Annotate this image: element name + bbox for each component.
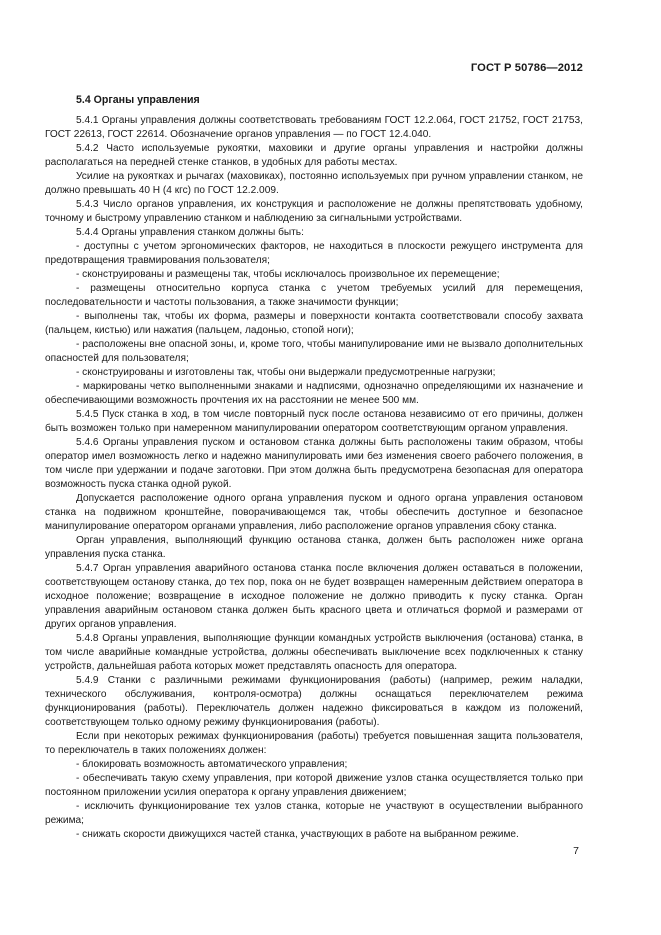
list-item: - обеспечивать такую схему управления, при которой движение узлов станка осуществляется только при постоянном приложении усилия оператора к органу управления движением;	[45, 773, 583, 798]
paragraph: Усилие на рукоятках и рычагах (маховиках), постоянно используемых при ручном управлении станком, не должно превышать 40 Н (4 кгс) по ГОСТ 12.2.009.	[45, 171, 583, 196]
list-item: - маркированы четко выполненными знаками и надписями, однозначно определяющими их назначение и обеспечивающими возможность прочтения их на расстоянии не менее 500 мм.	[45, 381, 583, 406]
paragraph: 5.4.4 Органы управления станком должны быть:	[76, 227, 304, 238]
paragraph: 5.4.5 Пуск станка в ход, в том числе повторный пуск после останова независимо от его причины, должен быть возможен только при намеренном манипулировании оператором соответствующим органом управления.	[45, 409, 583, 434]
list-item: - выполнены так, чтобы их форма, размеры и поверхности контакта соответствовали способу захвата (пальцем, кистью) или нажатия (пальцем, ладонью, стопой ноги);	[45, 311, 583, 336]
paragraph: 5.4.9 Станки с различными режимами функционирования (работы) (например, режим наладки, технического обслуживания, контроля-осмотра) должны оснащаться переключателем режима функционирования (работы). Переключатель должен надежно фиксироваться в каждом из положений, соответствующем только одному режиму функционирования (работы).	[45, 675, 583, 728]
list-item: - снижать скорости движущихся частей станка, участвующих в работе на выбранном режиме.	[76, 829, 519, 840]
list-item: - размещены относительно корпуса станка с учетом требуемых усилий для перемещения, последовательности и частоты пользования, а также значимости функции;	[45, 283, 583, 308]
paragraph: Орган управления, выполняющий функцию останова станка, должен быть расположен ниже органа управления пуска станка.	[45, 535, 583, 560]
section-body	[45, 93, 583, 842]
list-item: - сконструированы и изготовлены так, чтобы они выдержали предусмотренные нагрузки;	[76, 367, 496, 378]
paragraph: Допускается расположение одного органа управления пуском и одного органа управления остановом станка на подвижном кронштейне, поворачивающемся так, чтобы обеспечить доступное и безопасное манипулирование оператором органами управления, либо расположение органов управления сбоку станка.	[45, 493, 583, 532]
list-item: - сконструированы и размещены так, чтобы исключалось произвольное их перемещение;	[76, 269, 500, 280]
paragraph: 5.4.6 Органы управления пуском и остановом станка должны быть расположены таким образом, чтобы оператор имел возможность легко и надежно манипулировать ими без изменения своего рабочего положения, в том числе при удержании и подаче заготовки. При этом должна быть предусмотрена безопасная для оператора возможность пуска станка одной рукой.	[45, 437, 583, 490]
section-title: 5.4 Органы управления	[76, 94, 200, 106]
list-item: - доступны с учетом эргономических факторов, не находиться в плоскости режущего инструмента для предотвращения травмирования пользователя;	[45, 241, 583, 266]
page-number: 7	[573, 845, 579, 857]
paragraph: 5.4.2 Часто используемые рукоятки, маховики и другие органы управления и настройки должны располагаться на передней стенке станков, в удобных для работы местах.	[45, 143, 583, 168]
paragraph: Если при некоторых режимах функционирования (работы) требуется повышенная защита пользователя, то переключатель в таких положениях должен:	[45, 731, 583, 756]
paragraph: 5.4.7 Орган управления аварийного останова станка после включения должен оставаться в положении, соответствующем останову станка, до тех пор, пока он не будет возвращен намеренным действием оператора в исходное положение; возвращение в исходное положение не должно приводить к пуску станка. Орган управления аварийным остановом станка должен быть красного цвета и отличаться формой и размерами от других органов управления.	[45, 563, 583, 630]
document-id-header: ГОСТ Р 50786—2012	[470, 62, 583, 74]
list-item: - исключить функционирование тех узлов станка, которые не участвуют в осуществлении выбранного режима;	[45, 801, 583, 826]
paragraph: 5.4.1 Органы управления должны соответствовать требованиям ГОСТ 12.2.064, ГОСТ 21752, ГОСТ 21753, ГОСТ 22613, ГОСТ 22614. Обозначение органов управления — по ГОСТ 12.4.040.	[45, 115, 583, 140]
list-item: - блокировать возможность автоматического управления;	[76, 759, 348, 770]
paragraph: 5.4.3 Число органов управления, их конструкция и расположение не должны препятствовать удобному, точному и быстрому управлению станком и наблюдению за сигнальными устройствами.	[45, 199, 583, 224]
paragraph: 5.4.8 Органы управления, выполняющие функции командных устройств выключения (останова) станка, в том числе аварийные командные устройства, должны обеспечивать выключение всех подключенных к станку устройств, дальнейшая работа которых может представлять опасность для оператора.	[45, 633, 583, 672]
list-item: - расположены вне опасной зоны, и, кроме того, чтобы манипулирование ими не вызвало дополнительных опасностей для пользователя;	[45, 339, 583, 364]
